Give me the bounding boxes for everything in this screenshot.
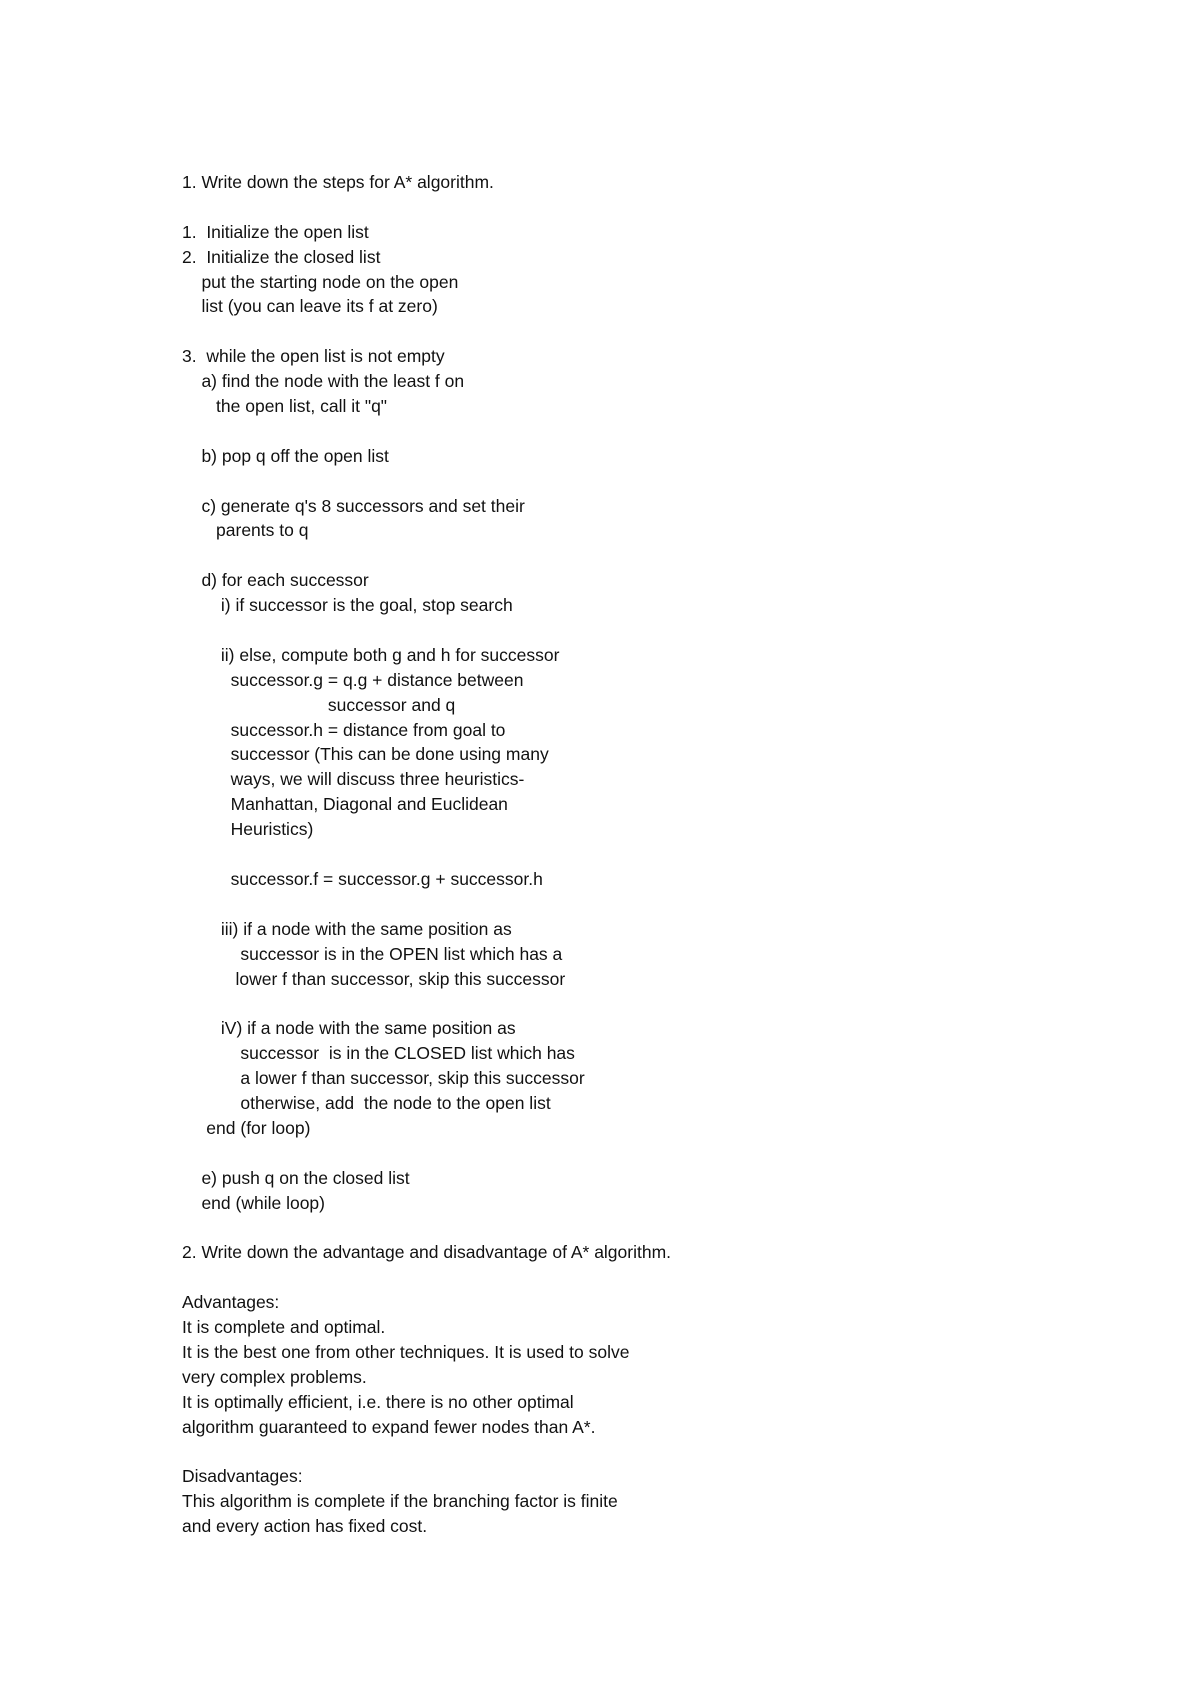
spacer — [182, 1439, 1082, 1464]
step-2-text: list (you can leave its f at zero) — [182, 296, 438, 317]
step-2: 2. Initialize the closed list — [182, 246, 381, 267]
spacer — [182, 319, 1082, 344]
end-while-loop: end (while loop) — [182, 1192, 325, 1213]
substep-d-ii-formula: successor.f = successor.g + successor.h — [182, 868, 543, 889]
advantages-heading: Advantages: — [182, 1292, 280, 1313]
disadvantages-text: This algorithm is complete if the branching factor is finite — [182, 1491, 618, 1512]
spacer — [182, 991, 1082, 1016]
substep-d-ii-text: successor (This can be done using many — [182, 744, 549, 765]
substep-d-ii-text: successor.g = q.g + distance between — [182, 669, 524, 690]
advantages-text: algorithm guaranteed to expand fewer nodes than A*. — [182, 1416, 596, 1437]
spacer — [182, 543, 1082, 568]
spacer — [182, 842, 1082, 867]
substep-d-ii-text: Manhattan, Diagonal and Euclidean — [182, 794, 508, 815]
spacer — [182, 1215, 1082, 1240]
disadvantages-text: and every action has fixed cost. — [182, 1516, 428, 1537]
advantages-text: It is optimally efficient, i.e. there is no other optimal — [182, 1391, 574, 1412]
spacer — [182, 195, 1082, 220]
substep-d-ii: ii) else, compute both g and h for successor — [182, 644, 560, 665]
step-1: 1. Initialize the open list — [182, 221, 369, 242]
step-3: 3. while the open list is not empty — [182, 346, 445, 367]
substep-d-ii-text: successor and q — [182, 694, 456, 715]
step-2-text: put the starting node on the open — [182, 271, 459, 292]
substep-d-iv-text: successor is in the CLOSED list which has — [182, 1043, 575, 1064]
advantages-text: It is the best one from other techniques. It is used to solve — [182, 1341, 630, 1362]
substep-d-iii-text: successor is in the OPEN list which has a — [182, 943, 563, 964]
document-content — [182, 170, 1082, 1539]
substep-d-iv: iV) if a node with the same position as — [182, 1018, 516, 1039]
substep-d-ii-text: ways, we will discuss three heuristics- — [182, 769, 525, 790]
disadvantages-heading: Disadvantages: — [182, 1466, 303, 1487]
substep-a: a) find the node with the least f on — [182, 371, 465, 392]
substep-d-iv-text: a lower f than successor, skip this successor — [182, 1068, 585, 1089]
end-for-loop: end (for loop) — [182, 1117, 311, 1138]
spacer — [182, 1141, 1082, 1166]
spacer — [182, 1265, 1082, 1290]
substep-d-ii-text: successor.h = distance from goal to — [182, 719, 506, 740]
substep-c: c) generate q's 8 successors and set their — [182, 495, 525, 516]
advantages-text: very complex problems. — [182, 1366, 367, 1387]
substep-d-iii: iii) if a node with the same position as — [182, 918, 512, 939]
substep-d-iii-text: lower f than successor, skip this successor — [182, 968, 566, 989]
question-1-heading: 1. Write down the steps for A* algorithm. — [182, 172, 494, 192]
substep-d: d) for each successor — [182, 570, 369, 591]
spacer — [182, 419, 1082, 444]
substep-c-text: parents to q — [182, 520, 309, 541]
substep-d-iv-text: otherwise, add the node to the open list — [182, 1092, 551, 1113]
substep-e: e) push q on the closed list — [182, 1167, 410, 1188]
substep-b: b) pop q off the open list — [182, 445, 389, 466]
spacer — [182, 469, 1082, 494]
advantages-text: It is complete and optimal. — [182, 1316, 386, 1337]
spacer — [182, 892, 1082, 917]
substep-a-text: the open list, call it "q" — [182, 396, 388, 417]
spacer — [182, 618, 1082, 643]
question-2-heading: 2. Write down the advantage and disadvantage of A* algorithm. — [182, 1242, 672, 1263]
substep-d-i: i) if successor is the goal, stop search — [182, 595, 513, 616]
substep-d-ii-text: Heuristics) — [182, 819, 314, 840]
